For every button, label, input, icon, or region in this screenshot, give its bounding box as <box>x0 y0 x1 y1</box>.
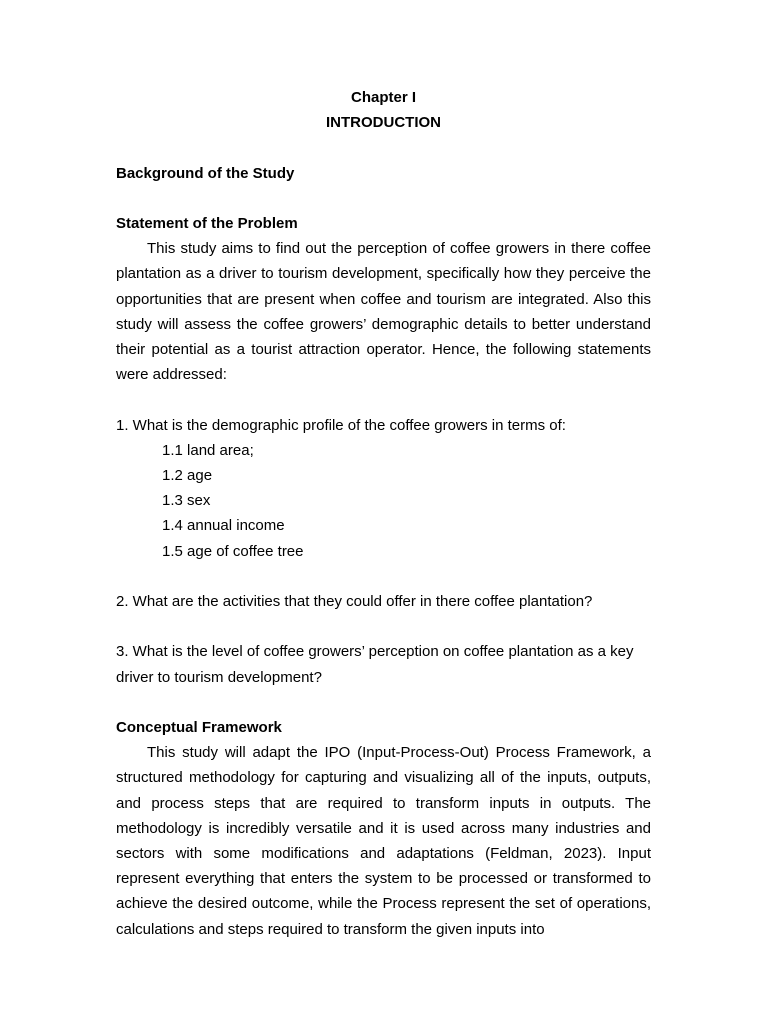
framework-heading: Conceptual Framework <box>116 718 282 736</box>
question-1-item: 1.3 sex <box>162 492 211 510</box>
question-2: 2. What are the activities that they could offer in there coffee plantation? <box>116 593 593 610</box>
spacer <box>116 564 651 589</box>
question-1-item: 1.1 land area; <box>162 441 254 459</box>
question-3: 3. What is the level of coffee growers’ perception on coffee plantation as a key driver to tourism development? <box>116 643 634 686</box>
framework-paragraph: This study will adapt the IPO (Input-Process-Out) Process Framework, a structured methodology for capturing and visualizing all of the inputs, outputs, and process steps that are required to transform inputs in outputs. The methodology is incredibly versatile and it is used across many industries and sectors with some modifications and adaptations (Feldman, 2023). Input represent everything that enters the system to be processed or transformed to achieve the desired outcome, while the Process represent the set of operations, calculations and steps required to transform the given inputs into <box>116 744 651 938</box>
spacer <box>116 614 651 639</box>
chapter-label: Chapter I <box>350 89 416 106</box>
background-heading: Background of the Study <box>116 164 295 182</box>
spacer <box>116 387 651 412</box>
document-page <box>116 85 651 942</box>
problem-heading: Statement of the Problem <box>116 214 298 232</box>
spacer <box>116 135 651 160</box>
question-1: 1. What is the demographic profile of the coffee growers in terms of: <box>116 416 566 434</box>
spacer <box>116 186 651 211</box>
question-1-item: 1.5 age of coffee tree <box>162 542 304 560</box>
question-1-item: 1.4 annual income <box>162 517 285 535</box>
spacer <box>116 690 651 715</box>
question-1-item: 1.2 age <box>162 467 213 484</box>
page-title: INTRODUCTION <box>326 114 441 132</box>
problem-paragraph: This study aims to find out the perception of coffee growers in there coffee plantation as a driver to tourism development, specifically how they perceive the opportunities that are present when coffee and tourism are integrated. Also this study will assess the coffee growers’ demographic details to better understand their potential as a tourist attraction operator. Hence, the following statements were addressed: <box>116 240 651 384</box>
